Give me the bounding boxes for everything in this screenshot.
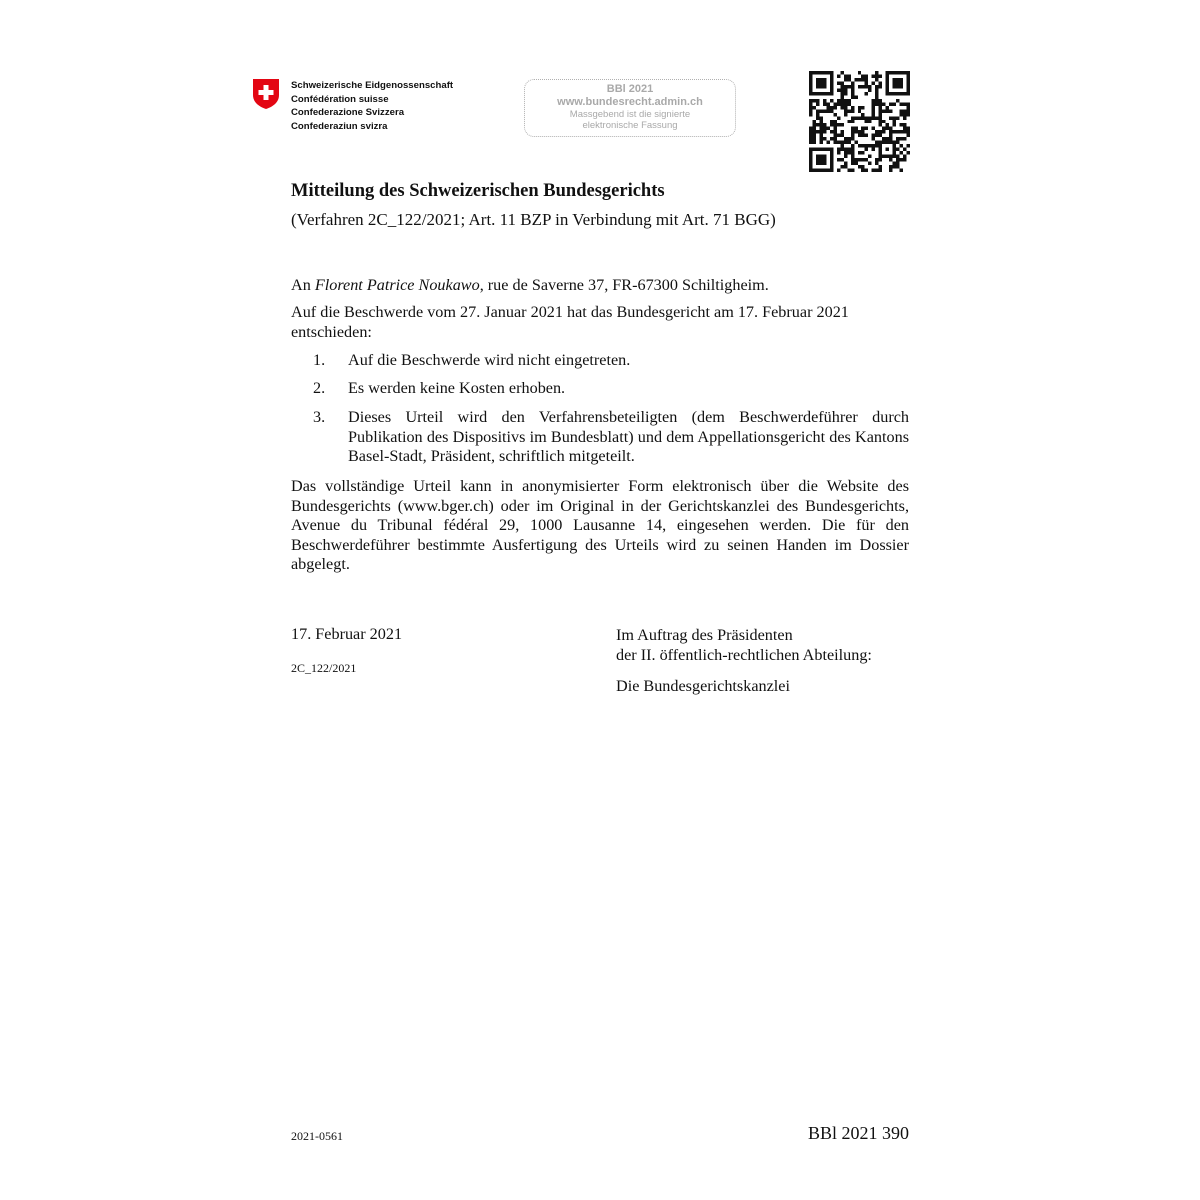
signature-line-1: Im Auftrag des Präsidenten — [616, 626, 793, 644]
federation-line-it: Confederazione Svizzera — [291, 107, 405, 119]
addressee-name: Florent Patrice Noukawo — [314, 276, 480, 294]
list-item-number: 2. — [313, 379, 326, 397]
stamp-line-1: BBl 2021 — [606, 83, 654, 95]
federation-line-de: Schweizerische Eidgenossenschaft — [291, 80, 454, 91]
document-subtitle: (Verfahren 2C_122/2021; Art. 11 BZP in Verbindung mit Art. 71 BGG) — [291, 210, 776, 229]
list-item-text: Dieses Urteil wird den Verfahrensbeteiligten (dem Beschwerdeführer durch Publikation des Dispositivs im Bundesblatt) und dem Appellationsgericht des Kantons Basel-Stadt, Präsident, schriftlich mitgeteilt. — [348, 408, 909, 465]
addressee-prefix: An — [291, 276, 315, 294]
federation-name-block — [291, 79, 453, 133]
footer-doc-id: 2021-0561 — [291, 1129, 343, 1143]
footer-page-ref: BBl 2021 390 — [807, 1123, 909, 1143]
stamp-line-4: elektronische Fassung — [582, 120, 678, 131]
decision-intro: Auf die Beschwerde vom 27. Januar 2021 hat das Bundesgericht am 17. Februar 2021 entschieden: — [291, 303, 849, 341]
document-title: Mitteilung des Schweizerischen Bundesgerichts — [291, 181, 665, 201]
swiss-crest-icon — [252, 78, 280, 110]
signature-block — [616, 626, 872, 697]
case-reference: 2C_122/2021 — [291, 661, 357, 675]
stamp-line-3: Massgebend ist die signierte — [569, 109, 691, 120]
stamp-line-2: www.bundesrecht.admin.ch — [557, 96, 703, 108]
addressee-address: , rue de Saverne 37, FR-67300 Schiltigheim. — [479, 276, 769, 294]
list-item-text: Es werden keine Kosten erhoben. — [348, 379, 566, 397]
federation-line-rm: Confederaziun svizra — [291, 120, 388, 132]
publication-stamp — [524, 79, 736, 137]
federation-line-fr: Confédération suisse — [291, 93, 389, 105]
signature-org: Die Bundesgerichtskanzlei — [616, 677, 790, 695]
signature-line-2: der II. öffentlich-rechtlichen Abteilung: — [616, 645, 872, 664]
list-item-text: Auf die Beschwerde wird nicht eingetreten. — [348, 351, 631, 369]
full-text-note: Das vollständige Urteil kann in anonymisierter Form elektronisch über die Website des Bundesgerichts (www.bger.ch) oder im Original in der Gerichtskanzlei des Bundesgerichts, Avenue du Tribunal fédéral 29, 1000 Lausanne 14, eingesehen werden. Die für den Beschwerdeführer bestimmte Ausfertigung des Urteils wird zu seinen Handen im Dossier abgelegt. — [291, 477, 909, 573]
addressee-line — [291, 276, 909, 296]
list-item-number: 3. — [313, 408, 326, 426]
signature-date: 17. Februar 2021 — [291, 625, 403, 643]
list-item-number: 1. — [313, 351, 326, 369]
qr-code-icon — [809, 71, 910, 172]
